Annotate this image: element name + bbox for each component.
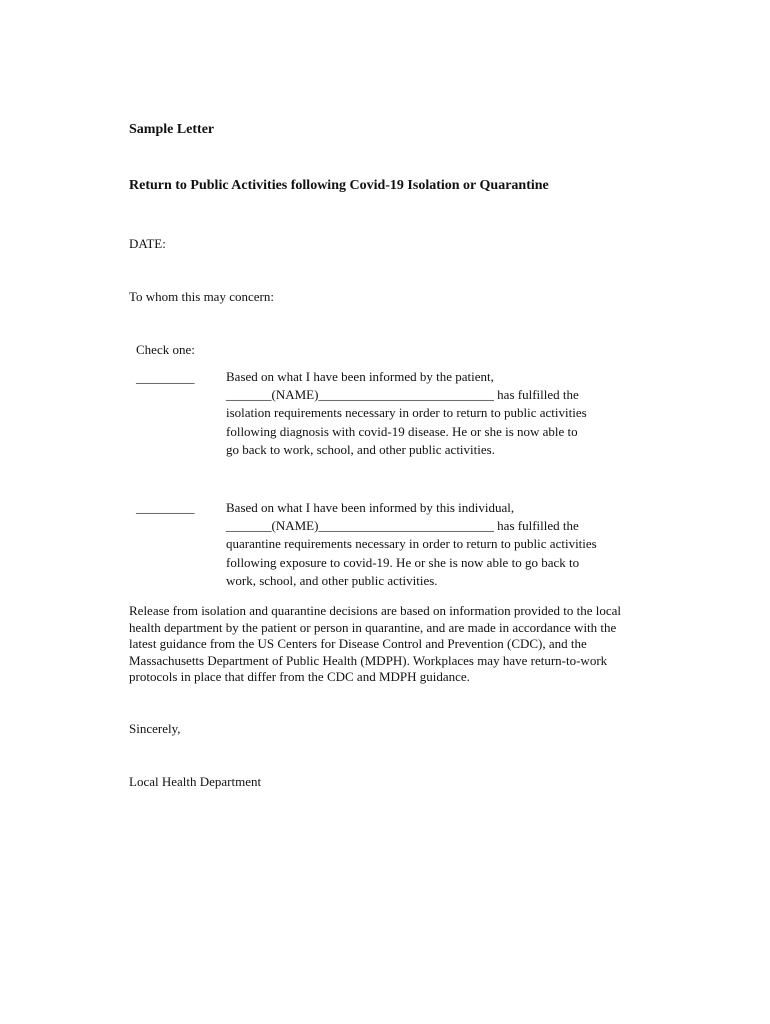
option-line: work, school, and other public activities. [226,573,438,588]
option-line: isolation requirements necessary in order to return to public activities [226,405,587,420]
signature: Local Health Department [129,774,262,789]
date-label: DATE: [129,236,166,251]
check-one-label: Check one: [136,342,195,357]
option-line: Based on what I have been informed by the patient, [226,369,494,384]
letter-heading: Sample Letter [129,122,215,137]
paragraph-line: Massachusetts Department of Public Health (MDPH). Workplaces may have return-to-work [129,652,608,668]
option-line: following diagnosis with covid-19 disease. He or she is now able to [226,424,578,439]
letter-title: Return to Public Activities following Covid-19 Isolation or Quarantine [129,178,549,193]
option-line: _______(NAME)___________________________ has fulfilled the [226,387,579,402]
paragraph-line: latest guidance from the US Centers for Disease Control and Prevention (CDC), and the [129,636,587,651]
checkbox-line-quarantine[interactable]: _________ [136,500,195,515]
release-paragraph [129,603,669,686]
option-line: quarantine requirements necessary in order to return to public activities [226,536,597,551]
paragraph-line: health department by the patient or person in quarantine, and are made in accordance with the [129,619,617,635]
option-line: _______(NAME)___________________________ has fulfilled the [226,518,579,533]
salutation: To whom this may concern: [129,289,274,304]
checkbox-line-isolation[interactable]: _________ [136,370,195,385]
option-line: go back to work, school, and other public activities. [226,442,495,457]
paragraph-line: protocols in place that differ from the CDC and MDPH guidance. [129,669,470,684]
paragraph-line: Release from isolation and quarantine decisions are based on information provided to the local [129,603,622,618]
closing: Sincerely, [129,721,181,736]
option-line: following exposure to covid-19. He or she is now able to go back to [226,555,580,570]
option-line: Based on what I have been informed by this individual, [226,500,515,515]
